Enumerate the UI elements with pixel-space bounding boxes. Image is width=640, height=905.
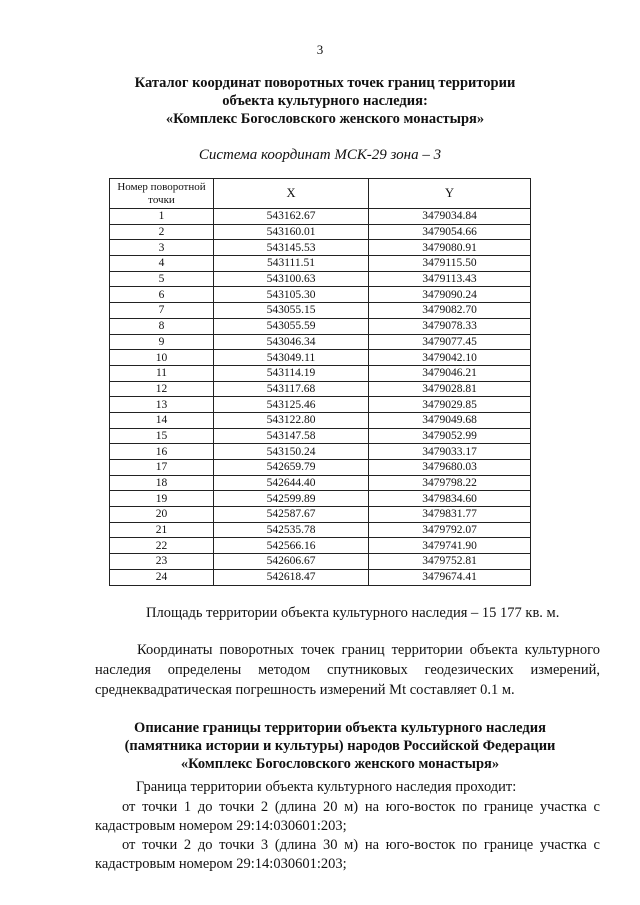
x-coordinate-cell: 543055.15: [214, 303, 369, 319]
x-coordinate-cell: 543049.11: [214, 350, 369, 366]
coordinate-system-subtitle: Система координат МСК-29 зона – 3: [198, 147, 442, 163]
point-number-cell: 17: [110, 460, 214, 476]
y-coordinate-cell: 3479054.66: [369, 224, 531, 240]
description-title-line: (памятника истории и культуры) народов Российской Федерации: [124, 738, 556, 754]
y-coordinate-cell: 3479028.81: [369, 381, 531, 397]
x-coordinate-cell: 543150.24: [214, 444, 369, 460]
x-coordinate-cell: 542644.40: [214, 475, 369, 491]
catalog-title: [80, 74, 570, 128]
table-row: [110, 240, 531, 256]
point-number-cell: 13: [110, 397, 214, 413]
point-number-cell: 5: [110, 271, 214, 287]
x-coordinate-cell: 543055.59: [214, 318, 369, 334]
x-coordinate-cell: 543145.53: [214, 240, 369, 256]
coordinates-table: [109, 178, 531, 586]
x-coordinate-cell: 543114.19: [214, 365, 369, 381]
table-row: [110, 412, 531, 428]
y-coordinate-cell: 3479115.50: [369, 256, 531, 272]
table-row: [110, 554, 531, 570]
table-row: [110, 365, 531, 381]
point-number-cell: 8: [110, 318, 214, 334]
method-paragraph: Координаты поворотных точек границ территории объекта культурного наследия определены методом спутниковых геодезических измерений, среднеквадратическая погрешность измерений Mt составляет 0.1 м.: [95, 642, 600, 698]
y-coordinate-cell: 3479052.99: [369, 428, 531, 444]
x-coordinate-cell: 542599.89: [214, 491, 369, 507]
y-coordinate-cell: 3479029.85: [369, 397, 531, 413]
point-number-cell: 18: [110, 475, 214, 491]
x-coordinate-cell: 543046.34: [214, 334, 369, 350]
catalog-title-line: Каталог координат поворотных точек границ территории: [134, 75, 516, 91]
y-coordinate-cell: 3479034.84: [369, 209, 531, 225]
segment-paragraph: от точки 2 до точки 3 (длина 30 м) на юго-восток по границе участка с кадастровым номером 29:14:030601:203;: [95, 837, 600, 872]
table-row: [110, 271, 531, 287]
x-coordinate-cell: 543147.58: [214, 428, 369, 444]
point-number-cell: 2: [110, 224, 214, 240]
header-y: Y: [369, 179, 531, 209]
y-coordinate-cell: 3479831.77: [369, 507, 531, 523]
x-coordinate-cell: 543105.30: [214, 287, 369, 303]
y-coordinate-cell: 3479090.24: [369, 287, 531, 303]
point-number-cell: 3: [110, 240, 214, 256]
table-row: [110, 224, 531, 240]
x-coordinate-cell: 542659.79: [214, 460, 369, 476]
x-coordinate-cell: 543162.67: [214, 209, 369, 225]
point-number-cell: 10: [110, 350, 214, 366]
table-row: [110, 397, 531, 413]
table-body: [110, 209, 531, 586]
x-coordinate-cell: 543117.68: [214, 381, 369, 397]
y-coordinate-cell: 3479077.45: [369, 334, 531, 350]
table-row: [110, 460, 531, 476]
y-coordinate-cell: 3479082.70: [369, 303, 531, 319]
y-coordinate-cell: 3479046.21: [369, 365, 531, 381]
catalog-title-line: объекта культурного наследия:: [222, 93, 428, 109]
y-coordinate-cell: 3479033.17: [369, 444, 531, 460]
point-number-cell: 12: [110, 381, 214, 397]
table-row: [110, 522, 531, 538]
table-row: [110, 350, 531, 366]
point-number-cell: 9: [110, 334, 214, 350]
x-coordinate-cell: 542587.67: [214, 507, 369, 523]
table-row: [110, 444, 531, 460]
y-coordinate-cell: 3479792.07: [369, 522, 531, 538]
y-coordinate-cell: 3479674.41: [369, 569, 531, 585]
header-point-number: Номер поворотной точки: [110, 179, 214, 209]
x-coordinate-cell: 543160.01: [214, 224, 369, 240]
x-coordinate-cell: 542606.67: [214, 554, 369, 570]
point-number-cell: 6: [110, 287, 214, 303]
y-coordinate-cell: 3479042.10: [369, 350, 531, 366]
table-row: [110, 491, 531, 507]
table-row: [110, 507, 531, 523]
point-number-cell: 24: [110, 569, 214, 585]
table-row: [110, 538, 531, 554]
area-paragraph: Площадь территории объекта культурного наследия – 15 177 кв. м.: [146, 605, 560, 621]
table-row: [110, 569, 531, 585]
catalog-title-line: «Комплекс Богословского женского монастыря»: [165, 111, 485, 127]
table-row: [110, 475, 531, 491]
x-coordinate-cell: 542535.78: [214, 522, 369, 538]
y-coordinate-cell: 3479834.60: [369, 491, 531, 507]
y-coordinate-cell: 3479080.91: [369, 240, 531, 256]
table-row: [110, 334, 531, 350]
table-row: [110, 209, 531, 225]
table-row: [110, 287, 531, 303]
table-row: [110, 381, 531, 397]
table-header-row: [110, 179, 531, 209]
point-number-cell: 1: [110, 209, 214, 225]
point-number-cell: 21: [110, 522, 214, 538]
x-coordinate-cell: 543125.46: [214, 397, 369, 413]
point-number-cell: 16: [110, 444, 214, 460]
border-intro: Граница территории объекта культурного наследия проходит:: [136, 779, 517, 795]
table-row: [110, 256, 531, 272]
x-coordinate-cell: 543100.63: [214, 271, 369, 287]
table-row: [110, 303, 531, 319]
y-coordinate-cell: 3479078.33: [369, 318, 531, 334]
y-coordinate-cell: 3479752.81: [369, 554, 531, 570]
table-row: [110, 318, 531, 334]
point-number-cell: 11: [110, 365, 214, 381]
x-coordinate-cell: 543122.80: [214, 412, 369, 428]
point-number-cell: 20: [110, 507, 214, 523]
x-coordinate-cell: 542618.47: [214, 569, 369, 585]
point-number-cell: 15: [110, 428, 214, 444]
y-coordinate-cell: 3479049.68: [369, 412, 531, 428]
page-number: 3: [316, 42, 324, 57]
point-number-cell: 7: [110, 303, 214, 319]
point-number-cell: 4: [110, 256, 214, 272]
y-coordinate-cell: 3479113.43: [369, 271, 531, 287]
point-number-cell: 22: [110, 538, 214, 554]
point-number-cell: 19: [110, 491, 214, 507]
segment-paragraph: от точки 1 до точки 2 (длина 20 м) на юго-восток по границе участка с кадастровым номером 29:14:030601:203;: [95, 799, 600, 834]
y-coordinate-cell: 3479680.03: [369, 460, 531, 476]
description-title-line: «Комплекс Богословского женского монастыря»: [180, 756, 500, 772]
header-x: X: [214, 179, 369, 209]
description-title-line: Описание границы территории объекта культурного наследия: [134, 720, 546, 736]
point-number-cell: 23: [110, 554, 214, 570]
x-coordinate-cell: 543111.51: [214, 256, 369, 272]
description-title: [80, 719, 600, 773]
y-coordinate-cell: 3479798.22: [369, 475, 531, 491]
point-number-cell: 14: [110, 412, 214, 428]
table-row: [110, 428, 531, 444]
y-coordinate-cell: 3479741.90: [369, 538, 531, 554]
x-coordinate-cell: 542566.16: [214, 538, 369, 554]
